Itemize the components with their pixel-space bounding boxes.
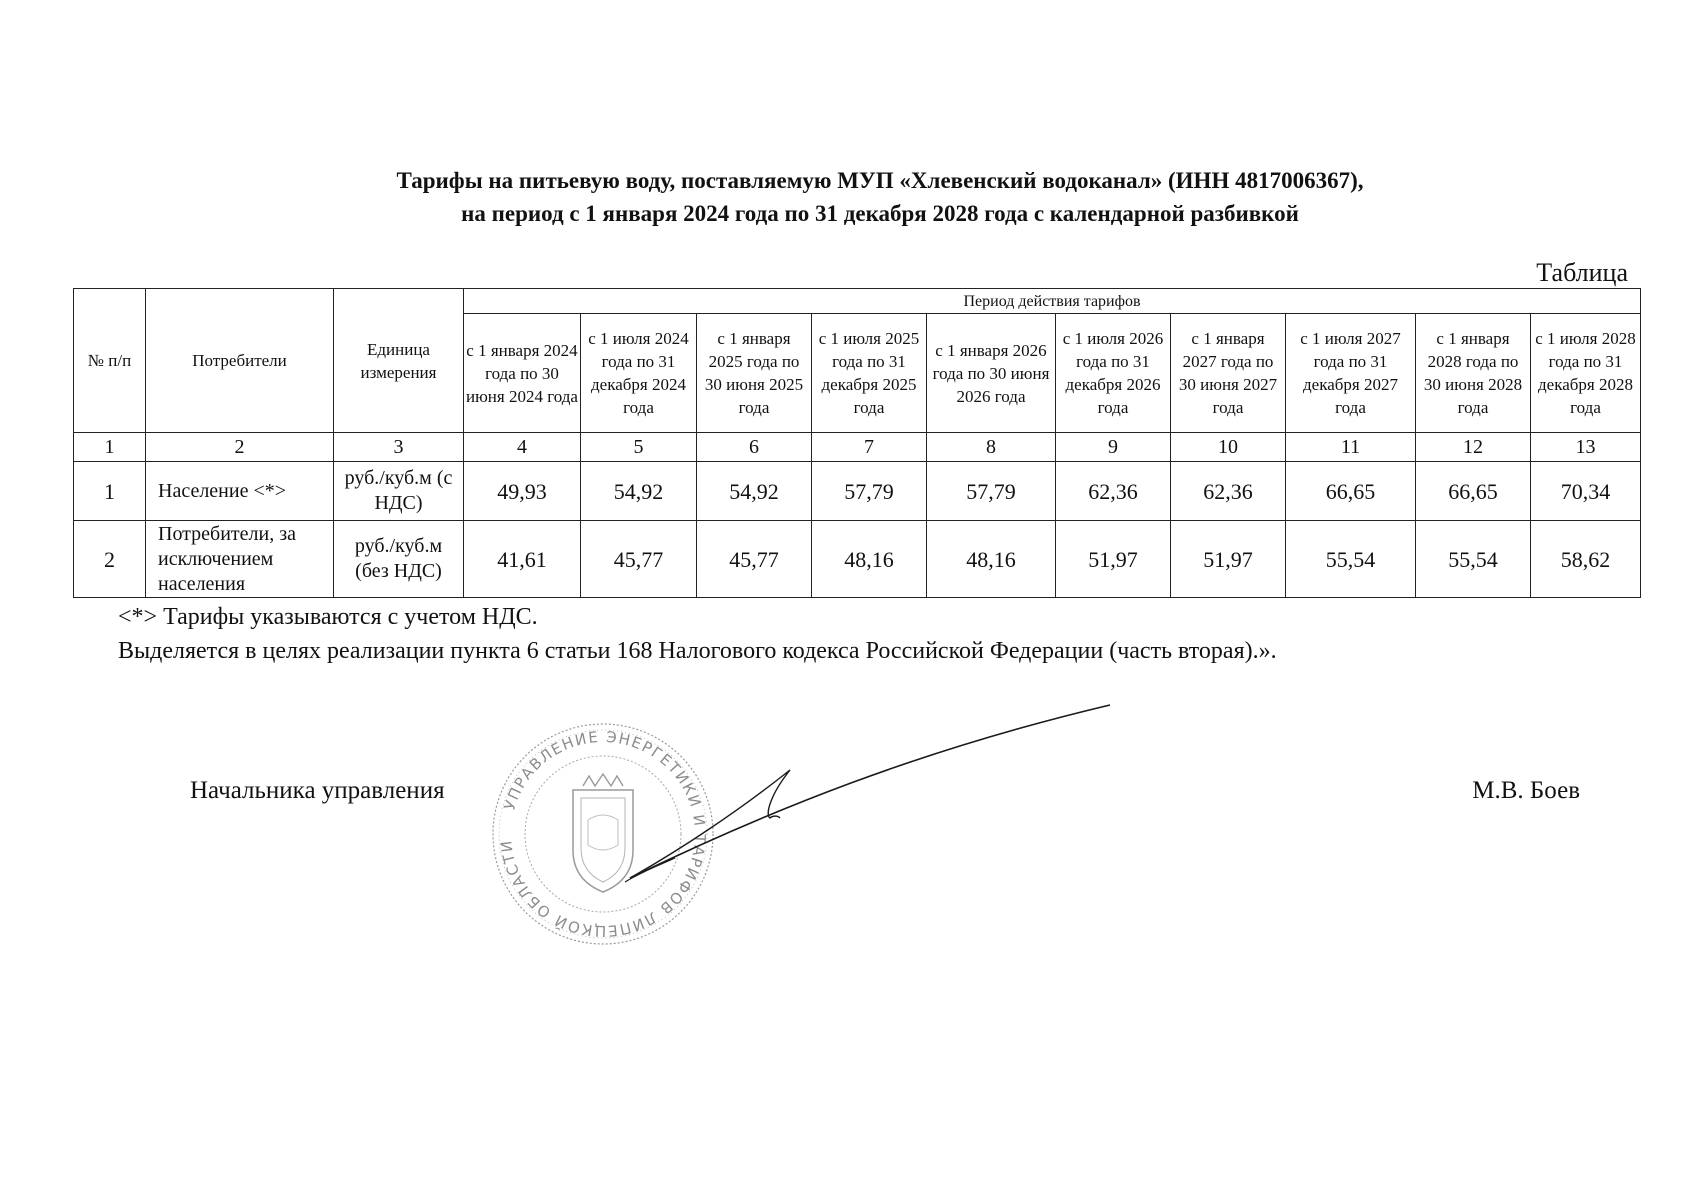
tariff-value: 48,16	[927, 521, 1056, 598]
row-unit: руб./куб.м (без НДС)	[334, 521, 464, 598]
column-number: 10	[1171, 433, 1286, 462]
row-consumer: Потребители, за исключением населения	[146, 521, 334, 598]
table-row	[74, 462, 1641, 521]
column-number: 5	[581, 433, 697, 462]
column-number: 6	[697, 433, 812, 462]
tariff-value: 55,54	[1286, 521, 1416, 598]
row-unit: руб./куб.м (с НДС)	[334, 462, 464, 521]
column-number: 9	[1056, 433, 1171, 462]
column-number: 4	[464, 433, 581, 462]
tariff-table	[73, 288, 1641, 598]
column-number: 3	[334, 433, 464, 462]
header-period-1: с 1 января 2024 года по 30 июня 2024 года	[464, 314, 581, 433]
header-period-9: с 1 января 2028 года по 30 июня 2028 года	[1416, 314, 1531, 433]
tariff-value: 70,34	[1531, 462, 1641, 521]
row-num: 1	[74, 462, 146, 521]
tariff-value: 66,65	[1286, 462, 1416, 521]
header-period: Период действия тарифов	[464, 289, 1641, 314]
tariff-value: 54,92	[581, 462, 697, 521]
column-number: 12	[1416, 433, 1531, 462]
title-line-2: на период с 1 января 2024 года по 31 декабря 2028 года с календарной разбивкой	[461, 201, 1299, 226]
row-consumer: Население <*>	[146, 462, 334, 521]
header-num: № п/п	[74, 289, 146, 433]
footnote-tax-code: Выделяется в целях реализации пункта 6 статьи 168 Налогового кодекса Российской Федерации (часть вторая).».	[118, 638, 1277, 664]
column-number: 13	[1531, 433, 1641, 462]
column-number: 1	[74, 433, 146, 462]
seal-text: УПРАВЛЕНИЕ ЭНЕРГЕТИКИ И ТАРИФОВ ЛИПЕЦКОЙ ОБЛАСТИ	[497, 727, 710, 941]
row-num: 2	[74, 521, 146, 598]
tariff-value: 55,54	[1416, 521, 1531, 598]
tariff-value: 45,77	[581, 521, 697, 598]
column-numbers-row	[74, 433, 1641, 462]
header-period-4: с 1 июля 2025 года по 31 декабря 2025 года	[812, 314, 927, 433]
column-number: 8	[927, 433, 1056, 462]
tariff-value: 41,61	[464, 521, 581, 598]
handwritten-signature	[620, 700, 1120, 900]
tariff-value: 62,36	[1056, 462, 1171, 521]
tariff-value: 57,79	[927, 462, 1056, 521]
header-period-3: с 1 января 2025 года по 30 июня 2025 года	[697, 314, 812, 433]
table-row	[74, 521, 1641, 598]
footnote-vat: <*> Тарифы указываются с учетом НДС.	[118, 604, 538, 630]
header-period-7: с 1 января 2027 года по 30 июня 2027 года	[1171, 314, 1286, 433]
column-number: 11	[1286, 433, 1416, 462]
tariff-value: 51,97	[1171, 521, 1286, 598]
header-period-2: с 1 июля 2024 года по 31 декабря 2024 года	[581, 314, 697, 433]
tariff-value: 58,62	[1531, 521, 1641, 598]
header-period-8: с 1 июля 2027 года по 31 декабря 2027 года	[1286, 314, 1416, 433]
tariff-value: 49,93	[464, 462, 581, 521]
column-number: 7	[812, 433, 927, 462]
document-title	[150, 164, 1610, 230]
tariff-value: 57,79	[812, 462, 927, 521]
tariff-value: 54,92	[697, 462, 812, 521]
signatory-name: М.В. Боев	[1472, 777, 1580, 804]
tariff-value: 45,77	[697, 521, 812, 598]
header-period-10: с 1 июля 2028 года по 31 декабря 2028 года	[1531, 314, 1641, 433]
table-label: Таблица	[1536, 258, 1628, 287]
header-period-6: с 1 июля 2026 года по 31 декабря 2026 года	[1056, 314, 1171, 433]
tariff-value: 48,16	[812, 521, 927, 598]
header-consumers: Потребители	[146, 289, 334, 433]
tariff-value: 51,97	[1056, 521, 1171, 598]
header-unit: Единица измерения	[334, 289, 464, 433]
tariff-value: 62,36	[1171, 462, 1286, 521]
title-line-1: Тарифы на питьевую воду, поставляемую МУП «Хлевенский водоканал» (ИНН 4817006367),	[396, 168, 1364, 193]
header-period-5: с 1 января 2026 года по 30 июня 2026 года	[927, 314, 1056, 433]
column-number: 2	[146, 433, 334, 462]
tariff-value: 66,65	[1416, 462, 1531, 521]
signatory-position: Начальника управления	[190, 777, 445, 804]
